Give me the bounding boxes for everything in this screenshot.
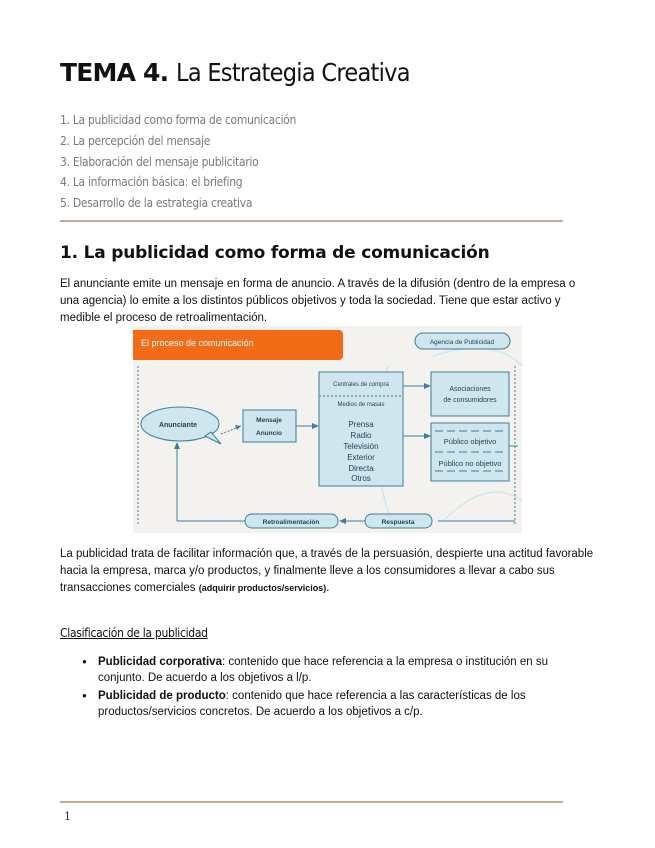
centrales-label: Centrales de compra bbox=[333, 382, 389, 388]
communication-process-figure bbox=[133, 326, 522, 533]
clasificacion-list bbox=[60, 654, 580, 722]
anuncio-label: Anuncio bbox=[256, 430, 282, 437]
page-title bbox=[60, 58, 435, 87]
table-of-contents bbox=[60, 110, 296, 214]
medio-prensa: Prensa bbox=[348, 420, 374, 429]
consumidores-label: de consumidores bbox=[443, 397, 497, 404]
publico-no-objetivo-label: Público no objetivo bbox=[438, 459, 502, 468]
section-heading: 1. La publicidad como forma de comunicación bbox=[60, 243, 490, 263]
toc-item: 1. La publicidad como forma de comunicación bbox=[60, 113, 297, 127]
footer-divider bbox=[60, 801, 563, 803]
mensaje-label: Mensaje bbox=[256, 417, 282, 424]
publico-objetivo-label: Público objetivo bbox=[443, 437, 497, 446]
medio-directa: Directa bbox=[348, 464, 374, 473]
toc-item: 4. La información básica: el briefing bbox=[60, 175, 243, 190]
section-paragraph-2: La publicidad trata de facilitar información que, a través de la persuasión, despierte una actitud favorable hacia la empresa, marca y/o productos, y finalmente lleve a los consumidores a llevar a cabo sus transacciones comerciales (adquirir productos/servicios). bbox=[60, 548, 594, 594]
anunciante-label: Anunciante bbox=[158, 422, 198, 429]
top-divider bbox=[60, 220, 563, 222]
medio-radio: Radio bbox=[350, 431, 372, 440]
list-item: ● Publicidad corporativa: contenido que hace referencia a la empresa o institución en su conjunto. De acuerdo a los objetivos a l/p. bbox=[60, 654, 580, 686]
asociaciones-label: Asociaciones bbox=[449, 386, 491, 393]
section-paragraph: El anunciante emite un mensaje en forma de anuncio. A través de la difusión (dentro de la empresa o una agencia) lo emite a los distintos públicos objetivos y toda la sociedad. Tiene que estar activo y medible el proceso de retroalimentación. bbox=[60, 278, 576, 324]
page-number: 1 bbox=[64, 810, 71, 823]
medio-exterior: Exterior bbox=[347, 453, 375, 462]
medios-masas-label: Medios de masas bbox=[337, 402, 385, 408]
list-item: ● Publicidad de producto: contenido que hace referencia a las características de los productos/servicios concretos. De acuerdo a los objetivos a c/p. bbox=[60, 688, 580, 720]
medio-otros: Otros bbox=[351, 474, 371, 483]
toc-item: 3. Elaboración del mensaje publicitario bbox=[60, 154, 259, 169]
process-diagram bbox=[133, 326, 522, 533]
toc-item: 2. La percepción del mensaje bbox=[60, 133, 211, 148]
agencia-label: Agencia de Publicidad bbox=[429, 339, 495, 346]
title-text: La Estrategia Creativa bbox=[175, 58, 410, 87]
medio-tv: Televisión bbox=[343, 442, 379, 451]
clasificacion-heading: Clasificación de la publicidad bbox=[60, 626, 208, 640]
toc-item: 5. Desarrollo de la estrategia creativa bbox=[60, 196, 253, 211]
respuesta-label: Respuesta bbox=[381, 519, 415, 526]
title-number: TEMA 4. bbox=[60, 58, 169, 87]
figure-header: El proceso de comunicación bbox=[133, 330, 343, 360]
retroalimentacion-label: Retroalimentación bbox=[262, 519, 320, 526]
